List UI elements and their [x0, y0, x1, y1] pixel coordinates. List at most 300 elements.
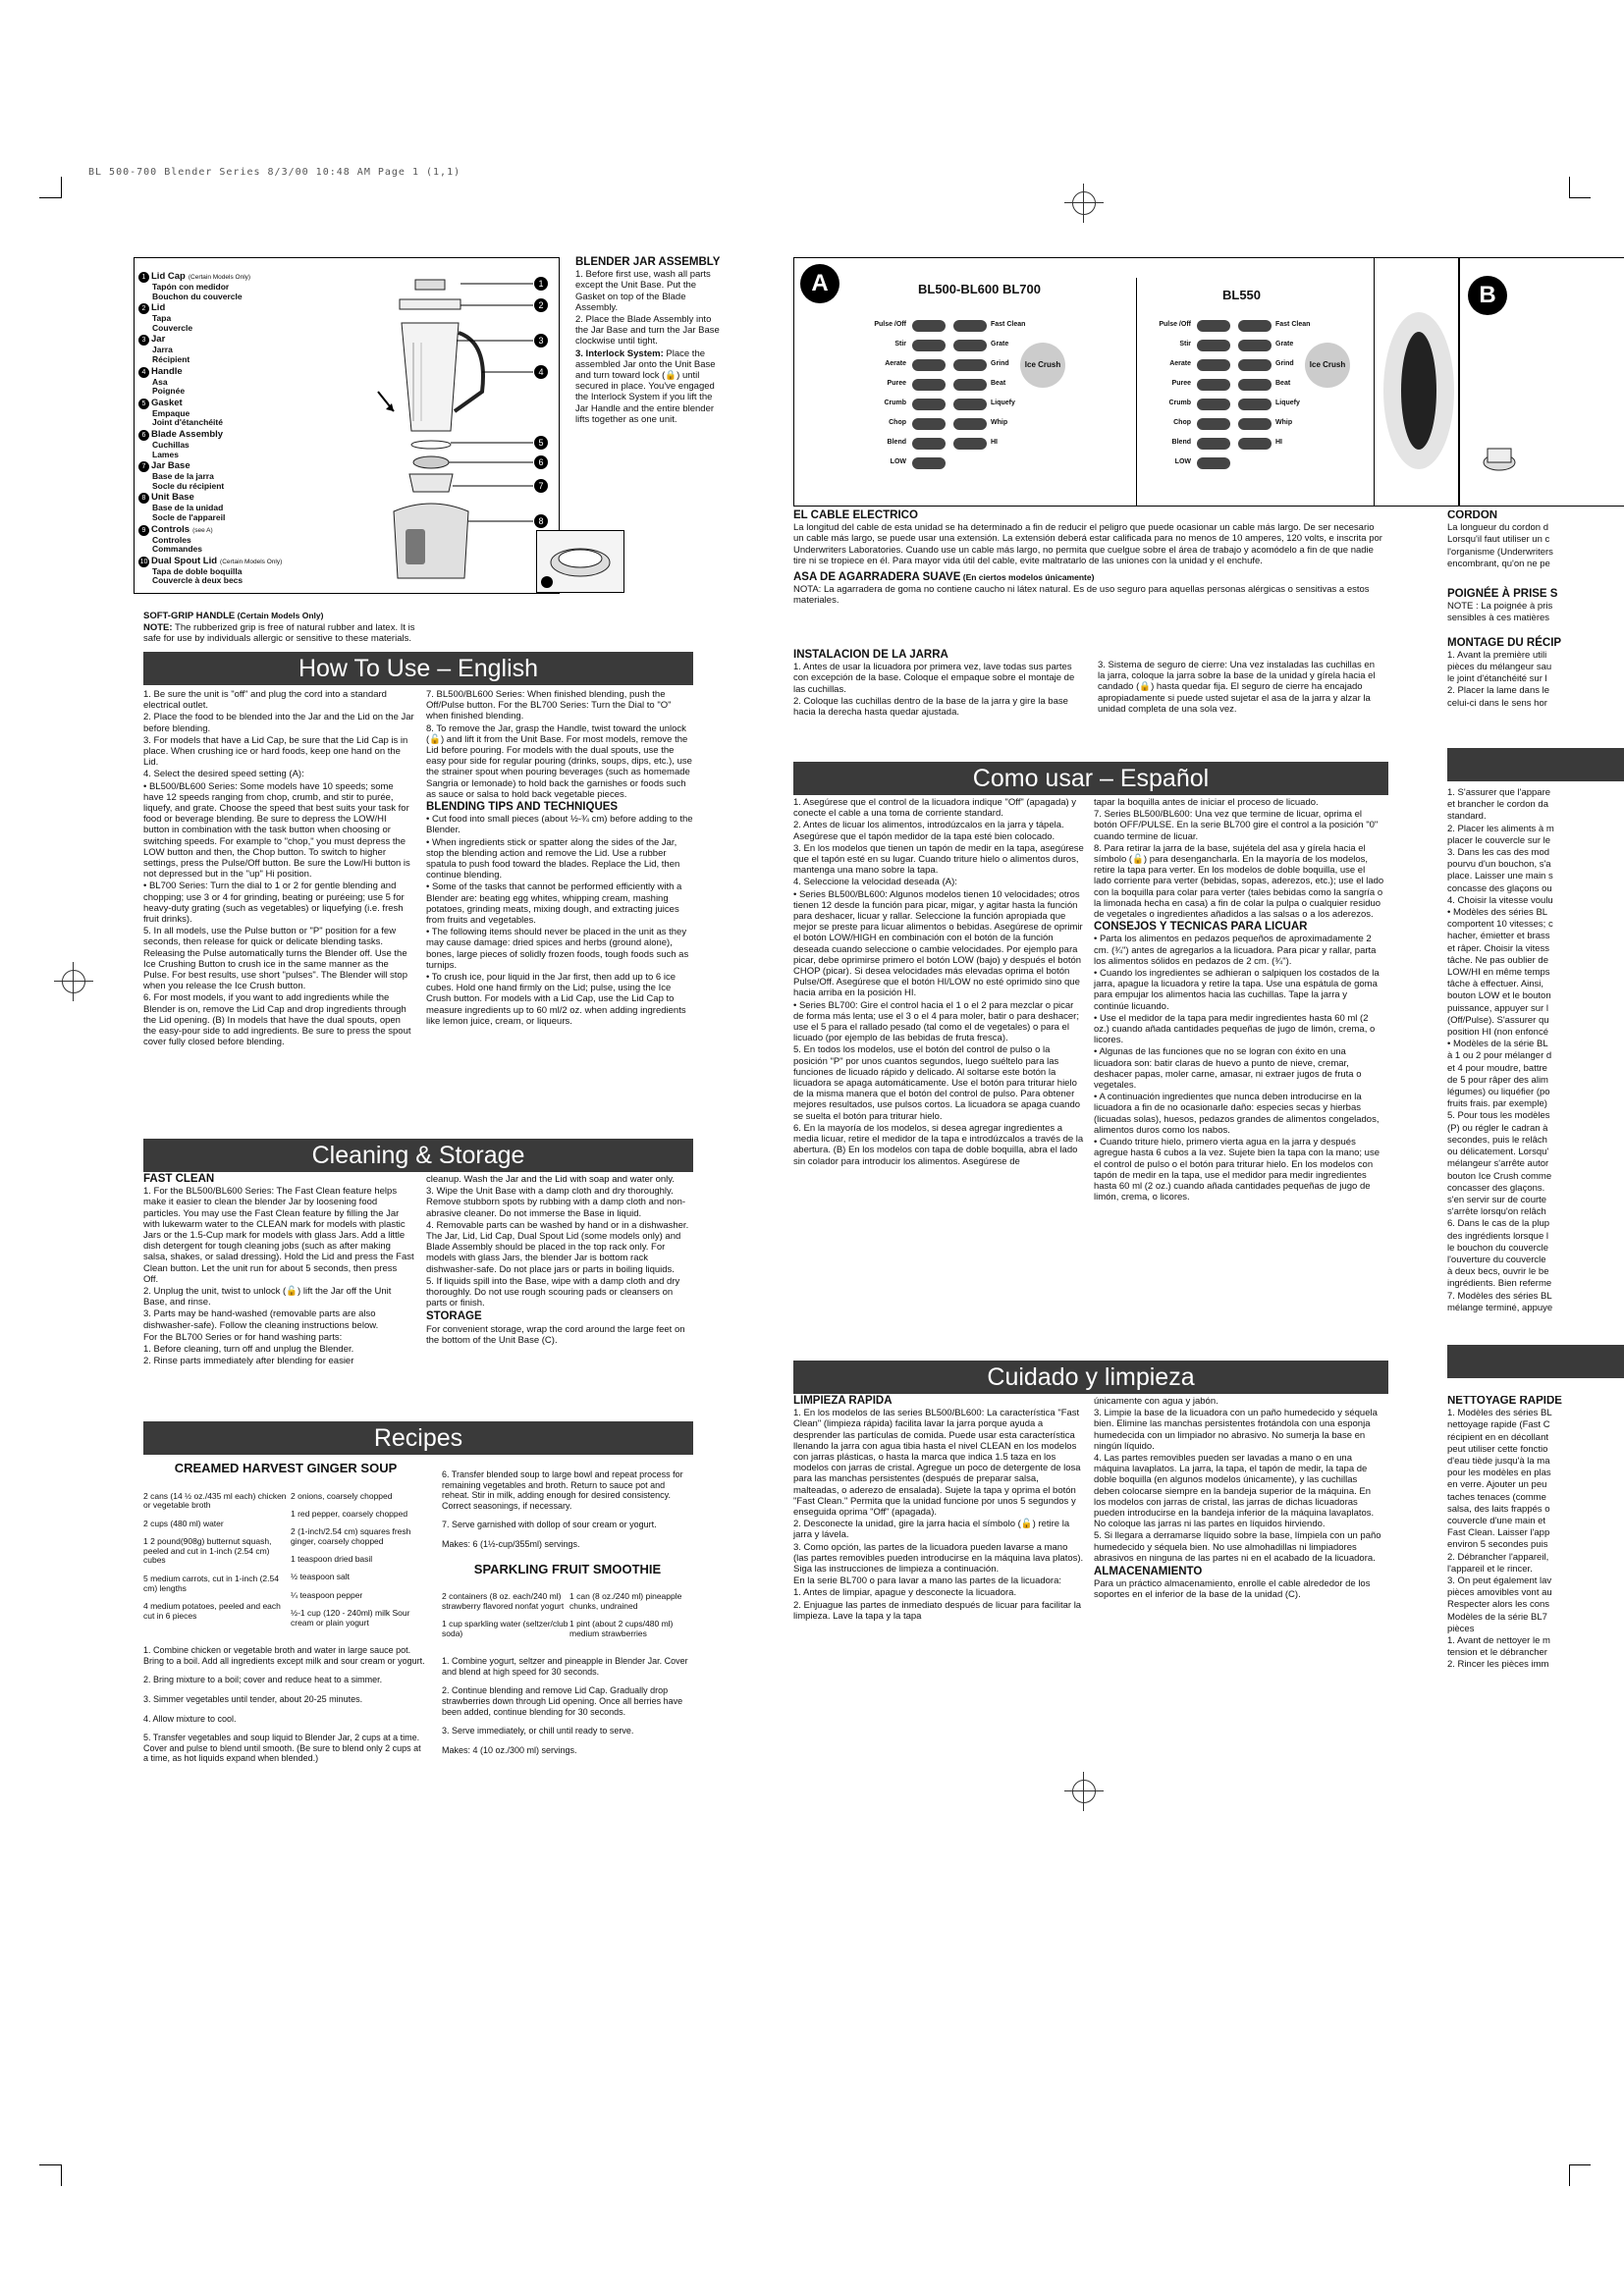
cleaning-step: 3. Parts may be hand-washed (removable parts are also dishwasher-safe). Follow the cleaning instructions below. [143, 1308, 379, 1331]
text-line: 2. Rincer les pièces imm [1447, 1659, 1549, 1671]
ingredient: 2 cups (480 ml) water [143, 1518, 224, 1528]
text-line: récipient en en décollant [1447, 1431, 1548, 1443]
instruction-step: 6. En la mayoría de los modelos, si desea agregar ingredientes a media licuar, retire el medidor de la tapa e introdúzcalos a través de la abertura. (B) En los modelos con tapa de doble boquilla, abra el lado sin colador para introducir los alimentos. Asegúrese de [793, 1122, 1084, 1167]
control-button[interactable] [953, 340, 987, 351]
text-line: 1. Avant la première utili [1447, 649, 1547, 661]
asa-es-title: ASA DE AGARRADERA SUAVE [793, 571, 961, 584]
tip-item: • To crush ice, pour liquid in the Jar first, then add up to 6 ice cubes. Hold one hand firmly on the Lid; pulse, using the Ice Crush button. For models with a Lid Cap, use the Lid Cap to measure ingredients up to 60 ml/2 oz. when adding ingredients like lemon juice, cream, or liqueurs. [426, 972, 686, 1027]
instruction-step: 4. Seleccione la velocidad deseada (A): [793, 877, 957, 888]
text-line: l'organisme (Underwriters [1447, 546, 1553, 558]
instruction-step: 1. Asegúrese que el control de la licuadora indique "Off" (apagada) y conecte el cable a una toma de corriente standard. [793, 797, 1077, 820]
text-line: bouton Ice Crush comme [1447, 1170, 1552, 1182]
part-label: Unit Base [151, 492, 194, 504]
instruction-step: • Series BL700: Gire el control hacia el 1 o el 2 para mezclar o picar de forma más lenta; use el 3 o el 4 para moler, batir o para deshacer; use el 5 para el rallado pesado (tal como el de vegetales) o para el licuado (por ejemplo de las bebidas de fruta fresca). [793, 999, 1079, 1044]
text-line: des ingrédients lorsque l [1447, 1230, 1548, 1242]
recipe-step: 6. Transfer blended soup to large bowl and repeat process for remaining vegetables and broth. Return to sauce pot and reheat. Stir in milk, adding enough for desired consistency. Correct seasonings, if necessary. [442, 1469, 683, 1511]
text-line: pièces amovibles vont au [1447, 1587, 1552, 1599]
asa-es-title-note: (En ciertos modelos únicamente) [960, 572, 1095, 583]
text-line: encombrant, qu'on ne pe [1447, 558, 1550, 569]
recipe-step: Makes: 6 (1½-cup/355ml) servings. [442, 1538, 580, 1549]
control-label: Crumb [884, 400, 906, 406]
part-label: Cuchillas [152, 439, 189, 450]
tip-item: • Cuando triture hielo, primero vierta agua en la jarra y después agregue hasta 6 cubos a la vez. Sujete bien la tapa con la mano; use el control de pulso o el botón para triturar hielo. En los modelos con tapón de medir en la tapa, use el medidor para medir ingredientes hasta 60 ml (2 oz.) cuando añada cantidades pequeñas de jugo de limón, crema, o licores. [1094, 1137, 1380, 1203]
assembly-step: 2. Place the Blade Assembly into the Jar Base and turn the Jar Base clockwise until tight. [575, 314, 720, 347]
control-button[interactable] [912, 320, 946, 332]
instruction-step: • Series BL500/BL600: Algunos modelos tienen 10 velocidades; otros tienen 12 desde la función para picar, migar, y agitar hasta la función para deshacer, licuar y rallar. Seleccione la función apropiada que mejor se preste para licuar alimentos o bebidas. Asegúrese de oprimir el botón LOW/HIGH en combinación con el botón de la función deseada cuando seleccione o cambie velocidades. Por ejemplo para picar, debe oprimirse primero el botón LOW (bajo) y después el botón CHOP (picar). Si desea velocidades más elevadas oprima el botón Pulse/Off. Asegúrese que el botón HI/LOW no esté oprimido sino que hacia arriba en la posición HI. [793, 888, 1083, 999]
text-line: pourvu d'un bouchon, s'a [1447, 859, 1551, 871]
softgrip-note-label: NOTE: [143, 622, 173, 634]
cleaning-step: 4. Removable parts can be washed by hand or in a dishwasher. The Jar, Lid, Lid Cap, Dual Spout Lid (some models only) and Blade Assembly should be placed in the top rack only. For models with glass Jars, the blender Jar is bottom rack dishwasher-safe. Do not place jars or parts in boiling liquids. [426, 1219, 689, 1275]
instruction-step: 2. Coloque las cuchillas dentro de la base de la jarra y gire la base hacia la derecha hasta quedar ajustada. [793, 695, 1068, 719]
ice-crush-button[interactable]: Ice Crush [1305, 343, 1350, 388]
part-note: (see A) [192, 526, 213, 534]
control-label: Chop [889, 419, 906, 426]
part-number: 2 [138, 303, 149, 314]
text-line: Fast Clean. Laisser l'app [1447, 1527, 1550, 1539]
text-line: 3. Dans les cas des mod [1447, 847, 1550, 859]
instruction-step: 3. For models that have a Lid Cap, be sure that the Lid Cap is in place. When crushing ice or hard foods, keep one hand on the Lid. [143, 734, 408, 769]
ingredient: 2 onions, coarsely chopped [291, 1490, 393, 1501]
text-line: position HI (non enfoncé [1447, 1027, 1548, 1039]
parts-list [138, 272, 364, 588]
part-entry [138, 430, 364, 459]
recipe-step: 5. Transfer vegetables and soup liquid to Blender Jar, 2 cups at a time. Cover and pulse to blend until smooth. (Be sure to blend only 2 cups at a time, as hot liquids expand when blended.) [143, 1733, 421, 1764]
assembly-step: Place the assembled Jar onto the Unit Base and turn toward lock (🔒) until secured in place. You've engaged the Interlock System if you lift the Jar Handle and the entire blender lifts together as one unit. [575, 347, 716, 425]
text-line: pièces [1447, 1623, 1475, 1634]
ingredient: 2 cans (14 ½ oz./435 ml each) chicken or vegetable broth [143, 1490, 287, 1511]
text-line: tâche. Ne pas oublier de [1447, 954, 1548, 966]
tips-title: BLENDING TIPS AND TECHNIQUES [426, 801, 619, 814]
control-button[interactable] [1238, 379, 1272, 391]
crop-mark [1569, 197, 1591, 198]
crop-mark [1569, 2164, 1591, 2165]
tip-item: • Cut food into small pieces (about ½-¾ cm) before adding to the Blender. [426, 814, 693, 836]
crop-mark [1569, 177, 1570, 198]
control-button[interactable] [953, 379, 987, 391]
cleaning-storage-heading: Cleaning & Storage [143, 1139, 693, 1172]
part-label: Couvercle à deux becs [152, 575, 244, 586]
control-button[interactable] [1238, 418, 1272, 430]
ingredient: 1 red pepper, coarsely chopped [291, 1508, 408, 1519]
svg-text:8: 8 [538, 516, 544, 526]
control-label: Blend [1171, 439, 1191, 446]
part-label: Jar [151, 334, 166, 346]
text-line: à deux becs, ouvrir le be [1447, 1266, 1549, 1278]
part-number: 5 [138, 399, 149, 409]
control-button[interactable] [1197, 418, 1230, 430]
control-label: Chop [1173, 419, 1191, 426]
part-label: Gasket [151, 397, 183, 408]
text-line: environ 5 secondes puis [1447, 1539, 1548, 1551]
part-entry [138, 493, 364, 522]
control-label: Aerate [1169, 360, 1191, 367]
text-line: 2. Placer les aliments à m [1447, 823, 1554, 834]
control-button[interactable] [1197, 359, 1230, 371]
control-button[interactable] [912, 379, 946, 391]
cleaning-step: En la serie BL700 o para lavar a mano las partes de la licuadora: [793, 1575, 1062, 1587]
recipe-right-column [442, 1461, 693, 1764]
control-label: Grate [991, 341, 1009, 347]
instruction-step: 7. BL500/BL600 Series: When finished blending, push the Off/Pulse button. For the BL700 Series: Turn the Dial to "O" when finished blending. [426, 689, 672, 722]
svg-text:2: 2 [538, 300, 544, 310]
ingredient: ¼ teaspoon pepper [291, 1589, 363, 1600]
cleaning-step: 1. En los modelos de las series BL500/BL600: La característica "Fast Clean" (limpieza rápida) facilita lavar la jarra porque ayuda a desprender las partículas de comida. Puede usar esta característica llenando la jarra con agua tibia hasta el nivel CLEAN en los modelos con jarras plásticas, o hasta la marca que indica 1.5 taza en los modelos con jarras de cristal. Agregue un poco de detergente de losa para las manchas persistentes (después de preparar salsa, malteadas, o aderezo de ensalada). Sujete la tapa y oprima el botón "Fast Clean." Permita que la unidad funcione por unos 5 segundos y enseguida oprima "Off" (apagada). [793, 1408, 1081, 1519]
text-line: 1. S'assurer que l'appare [1447, 787, 1551, 798]
control-label: Pulse /Off [1159, 321, 1191, 328]
part-number: 4 [138, 367, 149, 378]
text-line: s'arrête lorsqu'on relâch [1447, 1206, 1546, 1218]
assembly-section [575, 257, 723, 426]
part-label: Controles [152, 534, 191, 545]
cleaning-step: 3. Limpie la base de la licuadora con un paño humedecido y séquela bien. Elimine las manchas persistentes frotándola con una esponja humedecida con un limpiador no abrasivo. No sumerja la base en ningún líquido. [1094, 1408, 1378, 1452]
text-line: de 5 pour râper des alim [1447, 1074, 1548, 1086]
part-number: 10 [139, 558, 148, 565]
part-label: Tapa [152, 313, 172, 324]
panel-a-model-label: BL550 [1222, 288, 1262, 302]
text-line: NOTE : La poignée à pris [1447, 601, 1553, 613]
part-entry [138, 557, 364, 586]
text-line: fruits frais. par exemple) [1447, 1098, 1547, 1110]
control-button[interactable] [1238, 438, 1272, 450]
text-line: La longueur du cordon d [1447, 522, 1548, 534]
lid-cap-image [1480, 439, 1519, 478]
control-button[interactable] [912, 418, 946, 430]
text-line: pièces du mélangeur sau [1447, 662, 1552, 673]
part-label: Récipient [152, 353, 190, 364]
install-es-left [793, 650, 1078, 719]
cleaning-step: 2. Desconecte la unidad, gire la jarra hacia el símbolo (🔓) retire la jarra y lávela. [793, 1519, 1070, 1541]
part-label: Handle [151, 365, 183, 377]
part-number: 3 [138, 335, 149, 346]
control-label: Grind [1275, 360, 1294, 367]
instruction-step: 8. To remove the Jar, grasp the Handle, twist toward the unlock (🔓) and lift it from the Unit Base. For most models, remove the Lid before pouring. For models with the dual spouts, use the easy pour side for regular pouring (drinks, soups, dips, etc.), use the strainer spout when pouring beverages (such as homemade Sangria or lemonade) to hold back the garnishes or foods such as sauce or salsa to hold back vegetable pieces. [426, 722, 692, 800]
crop-mark [61, 2164, 62, 2186]
part-entry [138, 399, 364, 428]
control-label: Pulse /Off [874, 321, 906, 328]
panel-b [1459, 257, 1624, 507]
cable-es-section [793, 510, 1382, 608]
cleaning-step: 2. Enjuague las partes de inmediato después de licuar para facilitar la limpieza. Lave la tapa y la tapa [793, 1599, 1082, 1622]
text-line: 1. Modèles des séries BL [1447, 1408, 1552, 1419]
control-button[interactable] [953, 438, 987, 450]
ingredient: 2 containers (8 oz. each/240 ml) strawberry flavored nonfat yogurt [442, 1591, 565, 1611]
instruction-step: 2. Place the food to be blended into the Jar and the Lid on the Jar before blending. [143, 712, 414, 734]
part-label: Socle de l'appareil [152, 511, 226, 522]
text-line: pour les modèles en plas [1447, 1468, 1551, 1479]
ingredient: 1 can (8 oz./240 ml) pineapple chunks, undrained [569, 1591, 682, 1611]
part-number: 7 [138, 461, 149, 472]
svg-text:4: 4 [538, 367, 544, 377]
text-line: mélangeur s'arrête autor [1447, 1158, 1549, 1170]
text-line: mélange terminé, appuye [1447, 1302, 1553, 1313]
parts-diagram [134, 257, 560, 594]
text-line: • Modèles de la série BL [1447, 1039, 1548, 1050]
crop-mark [39, 2164, 61, 2165]
text-line: salsa, des laits frappés o [1447, 1503, 1550, 1515]
instruction-step: 2. Antes de licuar los alimentos, introdúzcalos en la jarra y tápela. Asegúrese que el tapón medidor de la tapa esté bien colocado. [793, 820, 1064, 842]
text-line: Lorsqu'il faut utiliser un c [1447, 534, 1550, 546]
text-line: couvercle d'une main et [1447, 1516, 1546, 1527]
part-label: Lid [151, 302, 166, 314]
ingredient: 1 pint (about 2 cups/480 ml) medium strawberries [569, 1619, 674, 1638]
part-entry [138, 367, 364, 397]
instruction-step: 3. En los modelos que tienen un tapón de medir en la tapa, asegúrese que el tapón esté en su lugar. Cuando triture hielo o alimentos duros, mantenga una mano sobre la tapa. [793, 842, 1084, 877]
text-line: 7. Modèles des séries BL [1447, 1290, 1552, 1302]
control-label: Liquefy [991, 400, 1015, 406]
instruction-step: 5. En todos los modelos, use el botón del control de pulso o la posición "P" por unos cuantos segundos, luego suéltelo para las funciones de licuado rápido y delicado. Al soltarse este botón la licuadora se apaga automáticamente. Use el botón para triturar hielo de la misma manera que el botón del control de pulso. Para obtener mejores resultados, use pulsos cortos. La licuadora se apaga cuando se suelta el botón para triturar hielo. [793, 1044, 1081, 1122]
storage-title: STORAGE [426, 1310, 482, 1323]
text-line: Modèles de la série BL7 [1447, 1611, 1547, 1623]
control-button[interactable] [1238, 359, 1272, 371]
install-es-title: INSTALACION DE LA JARRA [793, 649, 948, 661]
fr-montage-title: MONTAGE DU RÉCIP [1447, 636, 1562, 649]
ingredient: 1 cup sparkling water (seltzer/club soda) [442, 1619, 568, 1638]
part-label: Tapón con medidor [152, 282, 230, 292]
text-line: celui-ci dans le sens hor [1447, 697, 1547, 709]
cleaning-step: 2. Unplug the unit, twist to unlock (🔓) lift the Jar off the Unit Base, and rinse. [143, 1286, 392, 1308]
ice-crush-button[interactable]: Ice Crush [1020, 343, 1065, 388]
control-label: Puree [1171, 380, 1191, 387]
assembly-title: BLENDER JAR ASSEMBLY [575, 256, 721, 268]
control-button[interactable] [1197, 320, 1230, 332]
text-line: nettoyage rapide (Fast C [1447, 1419, 1550, 1431]
instruction-step: tapar la boquilla antes de iniciar el proceso de licuado. [1094, 797, 1319, 808]
registration-mark [1064, 184, 1104, 223]
recipe-step: 4. Allow mixture to cool. [143, 1713, 237, 1724]
crop-mark [39, 197, 61, 198]
asa-es-text: NOTA: La agarradera de goma no contiene caucho ni látex natural. Es de uso seguro para aquellas personas alérgicas o sensitivas a estos materiales. [793, 584, 1370, 607]
text-line: et râper. Choisir la vitess [1447, 942, 1550, 954]
cleaning-step: 2. Rinse parts immediately after blending for easier [143, 1356, 354, 1367]
softgrip-section [143, 611, 428, 646]
text-line: tâche à effectuer. Ainsi, [1447, 979, 1544, 990]
svg-text:6: 6 [538, 457, 544, 467]
control-button[interactable] [953, 359, 987, 371]
recipe-step: 2. Continue blending and remove Lid Cap. Gradually drop strawberries down through Lid opening. Once all berries have been added, continue blending for 30 seconds. [442, 1685, 683, 1717]
svg-text:1: 1 [538, 279, 544, 289]
fr-nettoyage-title: NETTOYAGE RAPIDE [1447, 1396, 1562, 1407]
text-line: standard. [1447, 811, 1487, 823]
control-button[interactable] [912, 399, 946, 410]
install-es-right [1098, 660, 1382, 716]
part-entry [138, 303, 364, 333]
part-label: Joint d'étanchéité [152, 417, 223, 428]
cable-es-text: La longitud del cable de esta unidad se ha determinado a fin de reducir el peligro que puede ocasionar un cable más largo. De ser necesario un cable más largo, se puede usar una extensión. La extensión deberá estar calificada para no menos de 10 amperes, 120 volts, e inscrita por Underwriters Laboratories. Cuando use un cable más largo, no permita que cuelgue sobre el área de trabajo y acomódelo a fin de que nadie tire ni se tropiece en él. Para mayor vida útil del cable, evite maltratarlo de las uniones con la unidad y el enchufe. [793, 522, 1382, 566]
how-to-use-spanish-heading: Como usar – Español [793, 762, 1388, 795]
softgrip-title: SOFT-GRIP HANDLE [143, 611, 236, 621]
control-button[interactable] [1197, 340, 1230, 351]
instruction-step: 5. In all models, use the Pulse button or "P" position for a few seconds, then release for quick or delicate blending tasks. Releasing the Pulse automatically turns the Blender off. Use the Ice Crushing Button to crush ice in the same manner as the Pulse. For best results, use short "pulses". The Blender will stop when you release the Ice Crush button. [143, 926, 407, 992]
control-label: Aerate [885, 360, 906, 367]
text-line: 4. Choisir la vitesse voulu [1447, 894, 1553, 906]
text-line: comportent 10 vitesses; c [1447, 919, 1553, 931]
text-line: • Modèles des séries BL [1447, 907, 1548, 919]
part-number: 8 [138, 493, 149, 504]
part-note: (Certain Models Only) [188, 274, 251, 281]
text-line: à 1 ou 2 pour mélanger d [1447, 1050, 1552, 1062]
recipe-step: 1. Combine yogurt, seltzer and pineapple in Blender Jar. Cover and blend at high speed for 30 seconds. [442, 1656, 688, 1677]
text-line: le joint d'étanchéité sur l [1447, 673, 1547, 685]
text-line: peut utiliser cette fonctio [1447, 1443, 1548, 1455]
cleaning-step: For the BL700 Series or for hand washing parts: [143, 1331, 343, 1343]
control-button[interactable] [1238, 399, 1272, 410]
crop-mark [1569, 2164, 1570, 2186]
how-es-right-column [1094, 797, 1384, 1203]
storage-text: For convenient storage, wrap the cord around the large feet on the bottom of the Unit Base (C). [426, 1323, 685, 1346]
fast-clean-title: FAST CLEAN [143, 1173, 215, 1185]
french-section-bar [1447, 1345, 1624, 1378]
instruction-step: 3. Sistema de seguro de cierre: Una vez instaladas las cuchillas en la jarra, coloque la jarra sobre la base de la unidad y gírela hacia el candado (🔒) hasta quedar fija. El seguro de cierre ha encajado apropiadamente si puede usted sujetar el asa de la jarra y alzar la unidad completa de una sola vez. [1098, 660, 1376, 715]
text-line: (P) ou régler le cadran à [1447, 1122, 1548, 1134]
instruction-step: 1. Antes de usar la licuadora por primera vez, lave todas sus partes con excepción de la base. Coloque el empaque sobre el montaje de las cuchillas. [793, 662, 1075, 695]
part-label: Base de la jarra [152, 471, 214, 482]
softgrip-note: The rubberized grip is free of natural rubber and latex. It is safe for use by individuals allergic or sensitive to these materials. [143, 622, 415, 645]
tip-item: • Cuando los ingredientes se adhieran o salpiquen los costados de la jarra, apague la licuadora y retire la tapa. Use una espátula de goma para empujar los alimentos hacia las cuchillas. Tape la jarra y continúe licuando. [1094, 968, 1380, 1012]
part-label: Empaque [152, 407, 190, 418]
french-nettoyage-column [1447, 1396, 1624, 1672]
text-line: l'appareil et le rincer. [1447, 1563, 1533, 1575]
svg-text:5: 5 [538, 438, 544, 448]
control-button[interactable] [953, 418, 987, 430]
part-label: Jarra [152, 345, 173, 355]
control-button[interactable] [912, 438, 946, 450]
text-line: puissance, appuyer sur l [1447, 1002, 1548, 1014]
assembly-step: 1. Before first use, wash all parts except the Unit Base. Put the Gasket on top of the Blade Assembly. [575, 269, 711, 313]
fr-poignee-title: POIGNÉE À PRISE S [1447, 588, 1558, 601]
instruction-step: 6. For most models, if you want to add ingredients while the Blender is on, remove the Lid Cap and drop ingredients through the Lid opening. (B) In models that have the dual spouts, open the easy-pour side to add ingredients. Be sure to press the spout cover fully closed before blending. [143, 992, 411, 1048]
text-line: concasser des glaçons. [1447, 1182, 1545, 1194]
tip-item: • Parta los alimentos en pedazos pequeños de aproximadamente 2 cm. (¾") antes de agregarlos a la licuadora. Para picar y rallar, parta los alimentos sólidos en pedazos de 2 cm. (¾"). [1094, 934, 1377, 967]
recipe-step: 3. Serve immediately, or chill until ready to serve. [442, 1726, 634, 1736]
instruction-step: 8. Para retirar la jarra de la base, sujétela del asa y gírela hacia el símbolo (🔓) para desengancharla. En la mayoría de los modelos, retire la tapa para verter. En los modelos de doble boquilla, use el lado corriente para verter (bebidas, sopas, aderezos, etc.); use el lado con la boquilla para colar para verter (tales bebidas como la sangría o la limonada hecha en casa) a fin de colar la pulpa o cualquier residuo de vegetales o ingredientes añadidos a las salsas o a los aderezos. [1094, 842, 1384, 921]
fast-clean-section [143, 1174, 414, 1367]
storage-es-title: ALMACENAMIENTO [1094, 1566, 1203, 1578]
text-line: 5. Pour tous les modèles [1447, 1110, 1550, 1122]
part-entry [138, 335, 364, 364]
how-to-use-english-heading: How To Use – English [143, 652, 693, 685]
ingredient: 5 medium carrots, cut in 1-inch (2.54 cm) lengths [143, 1573, 279, 1593]
control-label: Grind [991, 360, 1009, 367]
control-button[interactable] [912, 457, 946, 469]
part-label: Bouchon du couvercle [152, 291, 243, 301]
svg-text:3: 3 [538, 336, 544, 346]
control-label: Blend [887, 439, 906, 446]
recipe-step: 7. Serve garnished with dollop of sour cream or yogurt. [442, 1520, 657, 1530]
text-line: sensibles à ces matières [1447, 613, 1550, 624]
text-line: bouton LOW et le bouton [1447, 990, 1551, 1002]
cleaning-spanish-heading: Cuidado y limpieza [793, 1361, 1388, 1394]
part-label: Blade Assembly [151, 428, 224, 440]
part-label: Asa [152, 376, 168, 387]
control-button[interactable] [1238, 340, 1272, 351]
part-label: Base de la unidad [152, 503, 224, 513]
control-pad [1158, 317, 1354, 474]
part-label: Lid Cap [151, 271, 186, 282]
control-label: Stir [894, 341, 906, 347]
cleaning-step: 5. Si llegara a derramarse líquido sobre la base, límpiela con un paño humedecido y séquela bien. No use almohadillas ni limpiadores abrasivos en ninguna de las partes ni en el acabado de la licuadora. [1094, 1530, 1381, 1564]
crop-mark [61, 177, 62, 198]
tip-item: • Some of the tasks that cannot be performed efficiently with a Blender are: beating egg whites, whipping cream, mashing potatoes, grinding meats, mixing dough, and extracting juices from fruits and vegetables. [426, 881, 682, 927]
text-line: taches tenaces (comme [1447, 1491, 1546, 1503]
controls-panel-a [793, 257, 1459, 507]
how-es-left-column [793, 797, 1084, 1168]
text-line: concasse des glaçons ou [1447, 882, 1552, 894]
french-section-bar [1447, 748, 1624, 781]
control-label: Beat [1275, 380, 1291, 387]
ingredient: ½ teaspoon salt [291, 1572, 351, 1582]
text-line: et brancher le cordon da [1447, 799, 1548, 811]
print-slug: BL 500-700 Blender Series 8/3/00 10:48 AM Page 1 (1,1) [88, 167, 461, 178]
part-label: Lames [152, 449, 179, 459]
tip-item: • Use el medidor de la tapa para medir ingredientes hasta 60 ml (2 oz.) cuando añada cantidades pequeñas de jugo de limón, crema, o licores. [1094, 1012, 1376, 1046]
part-entry [138, 272, 364, 301]
control-button[interactable] [1197, 438, 1230, 450]
control-label: Puree [887, 380, 906, 387]
part-label: Jar Base [151, 460, 190, 472]
control-label: Grate [1275, 341, 1294, 347]
part-label: Commandes [152, 544, 203, 555]
recipe-title: CREAMED HARVEST GINGER SOUP [174, 1461, 398, 1475]
cleaning-step: 1. Before cleaning, turn off and unplug the Blender. [143, 1344, 354, 1356]
tip-item: • When ingredients stick or spatter along the sides of the Jar, stop the blending action and remove the Lid. Use a rubber spatula to push food toward the blades. Replace the Lid, then continue blending. [426, 836, 680, 881]
cleaning-es-right-column [1094, 1396, 1384, 1602]
fast-clean-es-section [793, 1396, 1084, 1623]
part-note: (Certain Models Only) [220, 558, 283, 565]
text-line: 2. Placer la lame dans le [1447, 685, 1550, 697]
part-entry [138, 525, 364, 555]
control-button[interactable] [1238, 320, 1272, 332]
control-label: LOW [890, 458, 906, 465]
control-label: Crumb [1168, 400, 1191, 406]
control-button[interactable] [912, 340, 946, 351]
assembly-step-label: 3. Interlock System: [575, 347, 664, 359]
recipe-step: 2. Bring mixture to a boil; cover and reduce heat to a simmer. [143, 1675, 383, 1685]
softgrip-title-note: (Certain Models Only) [235, 611, 324, 620]
text-line: hacher, émietter et brass [1447, 931, 1550, 942]
tips-es-title: CONSEJOS Y TECNICAS PARA LICUAR [1094, 921, 1308, 934]
cleaning-right-column [426, 1174, 695, 1347]
text-line: l'ouverture du couvercle [1447, 1254, 1546, 1265]
panel-b-badge: B [1468, 276, 1507, 315]
recipe-step: Makes: 4 (10 oz./300 ml) servings. [442, 1744, 577, 1755]
ingredient: 1 2 pound(908g) butternut squash, peeled and cut in 1-inch (2.54 cm) cubes [143, 1535, 272, 1566]
text-line: (Off/Pulse). S'assurer qu [1447, 1014, 1549, 1026]
part-label: Tapa de doble boquilla [152, 565, 243, 576]
recipe-step: 3. Simmer vegetables until tender, about 20-25 minutes. [143, 1693, 363, 1704]
part-label: Controls [151, 523, 190, 535]
control-button[interactable] [1197, 399, 1230, 410]
text-line: LOW/HI en même temps [1447, 967, 1550, 979]
cleaning-step: 3. Wipe the Unit Base with a damp cloth and dry thoroughly. Remove stubborn spots by rubbing with a damp cloth and non-abrasive cleaner. Do not immerse the Base in liquid. [426, 1186, 686, 1219]
registration-mark [1064, 1772, 1104, 1811]
control-button[interactable] [1197, 379, 1230, 391]
recipe-title: SPARKLING FRUIT SMOOTHIE [473, 1561, 662, 1576]
control-button[interactable] [953, 320, 987, 332]
instruction-step: • BL500/BL600 Series: Some models have 10 speeds; some have 12 speeds ranging from chop, crumb, and stir to purée, liquefy, and grate. Choose the speed that best suits your task for food or beverage blending. Be sure to depress the LOW/HI button in combination with the task button when choosing or switching speeds. For example to "chop," you must depress the LOW button and then, the Chop button. To switch to higher settings, press the Pulse/Off button. Be sure the Low/Hi button is not depressed but in the "up" Hi position. [143, 780, 410, 881]
control-label: LOW [1174, 458, 1191, 465]
cleaning-step: 1. For the BL500/BL600 Series: The Fast Clean feature helps make it easier to clean the blender Jar by loosening food particles. You may use the Fast Clean feature by filling the Jar with lukewarm water to the CLEAN mark for models with plastic Jars or the 1.5-Cup mark for models with glass Jars. Add a little dish detergent for tough cleaning jobs (such as after making salsa, shakes, or salad dressing). Hold the Lid and press the Fast Clean button. Let the unit run for about 5 seconds, then press Off. [143, 1186, 414, 1285]
control-button[interactable] [912, 359, 946, 371]
control-button[interactable] [953, 399, 987, 410]
control-button[interactable] [1197, 457, 1230, 469]
cleaning-step: 5. If liquids spill into the Base, wipe with a damp cloth and dry thoroughly. Do not use rough scouring pads or cleansers on parts or finish. [426, 1275, 680, 1309]
how-to-use-right-column [426, 689, 695, 1028]
control-label: Liquefy [1275, 400, 1300, 406]
cable-es-title: EL CABLE ELECTRICO [793, 509, 918, 521]
text-line: en verre. Ajouter un peu [1447, 1479, 1547, 1491]
control-label: Whip [991, 419, 1008, 426]
tip-item: • A continuación ingredientes que nunca deben introducirse en la licuadora a fin de no ocasionarle daño: especies secas y hierbas (licuadas solas), huesos, pedazos grandes de alimentos congelados, alimentos duros como los nabos. [1094, 1092, 1380, 1136]
